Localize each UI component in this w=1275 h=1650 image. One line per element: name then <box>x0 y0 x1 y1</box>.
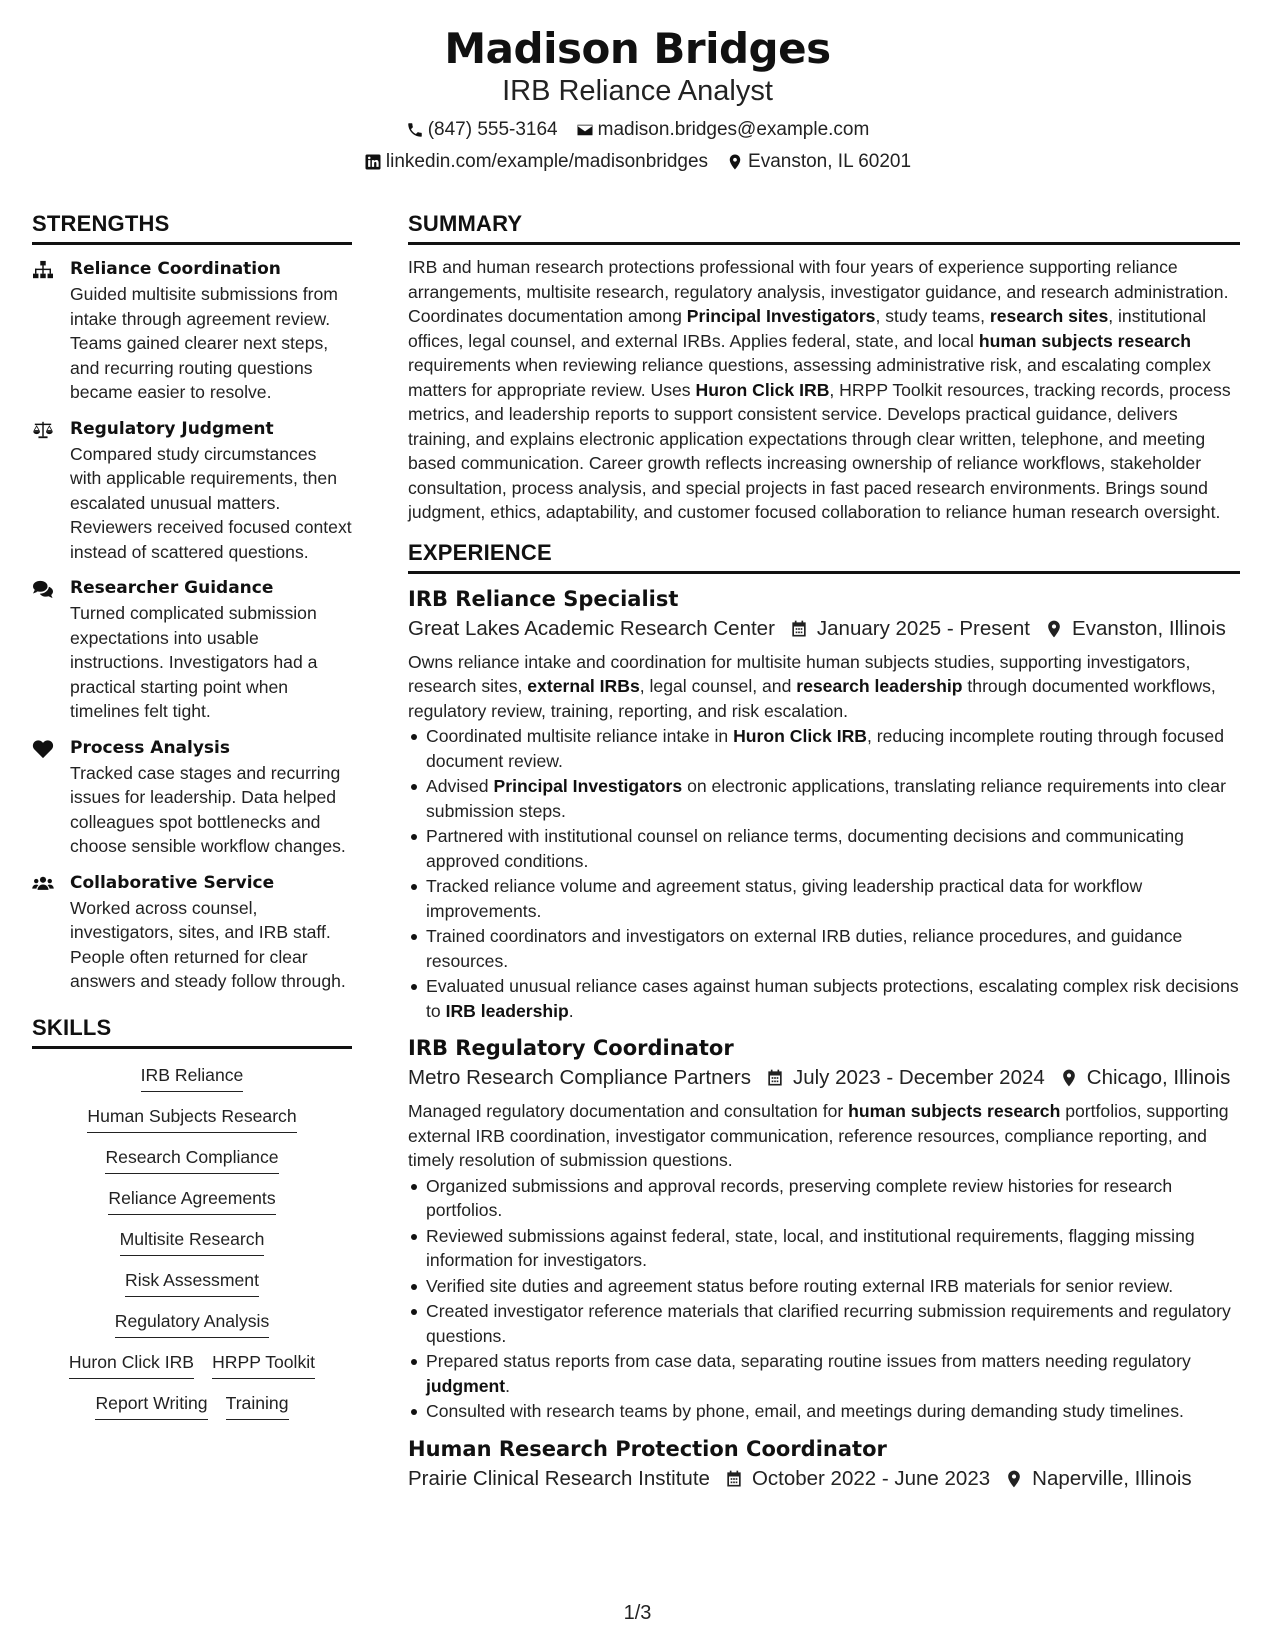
phone-icon <box>406 121 424 139</box>
job-bullets <box>408 1174 1240 1424</box>
job-bullet: Coordinated multisite reliance intake in Huron Click IRB, reducing incomplete routing through focused document review. <box>408 724 1240 773</box>
skill-tag: Reliance Agreements <box>108 1186 275 1215</box>
job-bullet: Tracked reliance volume and agreement status, giving leadership practical data for workflow improvements. <box>408 874 1240 923</box>
strength-desc: Turned complicated submission expectations into usable instructions. Investigators had a practical starting point when timelines felt tight. <box>70 603 318 721</box>
skills-list <box>32 1063 352 1420</box>
strength-desc: Guided multisite submissions from intake through agreement review. Teams gained clearer next steps, and recurring routing questions became easier to resolve. <box>70 284 338 402</box>
skill-row <box>141 1063 244 1092</box>
job-bullets <box>408 724 1240 1023</box>
job-description: Owns reliance intake and coordination for multisite human subjects studies, supporting investigators, research sites, external IRBs, legal counsel, and research leadership through documented workflows, regulatory review, training, reporting, and risk escalation. <box>408 651 1216 721</box>
skill-row <box>95 1391 288 1420</box>
comments-icon <box>32 579 54 599</box>
skill-tag: HRPP Toolkit <box>212 1350 315 1379</box>
job-title: IRB Regulatory Coordinator <box>408 1036 734 1060</box>
map-pin-icon <box>1044 619 1064 639</box>
skill-tag: Research Compliance <box>105 1145 278 1174</box>
job-meta <box>408 1063 1240 1093</box>
phone-number: (847) 555-3164 <box>427 119 558 140</box>
candidate-name: Madison Bridges <box>444 24 831 73</box>
job-company: Prairie Clinical Research Institute <box>408 1466 710 1490</box>
strength-title: Researcher Guidance <box>70 578 274 598</box>
job-location: Chicago, Illinois <box>1086 1066 1231 1089</box>
job-entry <box>408 1033 1240 1424</box>
job-bullet: Created investigator reference materials that clarified recurring submission requirements and regulatory questions. <box>408 1299 1240 1348</box>
job-location: Naperville, Illinois <box>1032 1466 1192 1490</box>
skill-row <box>69 1350 315 1379</box>
job-bullet: Reviewed submissions against federal, state, local, and institutional requirements, flagging missing information for investigators. <box>408 1224 1240 1273</box>
scale-icon <box>32 420 54 440</box>
calendar-icon <box>724 1469 744 1489</box>
resume-header <box>0 22 1275 174</box>
job-company: Metro Research Compliance Partners <box>408 1066 751 1089</box>
contact-row-1 <box>0 118 1275 142</box>
envelope-icon <box>576 121 594 139</box>
linkedin-icon <box>364 153 382 171</box>
skill-tag: Report Writing <box>95 1391 207 1420</box>
sitemap-icon <box>32 260 54 280</box>
linkedin-url[interactable]: linkedin.com/example/madisonbridges <box>385 151 709 172</box>
job-bullet: Organized submissions and approval records, preserving complete review histories for research portfolios. <box>408 1174 1240 1223</box>
job-meta <box>408 614 1240 644</box>
right-column <box>408 210 1240 1494</box>
candidate-title: IRB Reliance Analyst <box>502 75 773 107</box>
skills-heading: SKILLS <box>32 1014 352 1049</box>
location-contact <box>726 150 911 174</box>
linkedin-contact[interactable] <box>364 150 708 174</box>
job-list <box>408 584 1240 1494</box>
summary-heading: SUMMARY <box>408 210 1240 245</box>
skill-tag: IRB Reliance <box>141 1063 244 1092</box>
map-pin-icon <box>1004 1469 1024 1489</box>
contact-row-2 <box>0 150 1275 174</box>
strength-title: Collaborative Service <box>70 872 275 893</box>
job-description: Managed regulatory documentation and consultation for human subjects research portfolios, supporting external IRB coordination, investigator communication, reference resources, compliance reporting, and timely resolution of submission questions. <box>408 1101 1229 1170</box>
job-bullet: Verified site duties and agreement status before routing external IRB materials for senior review. <box>408 1274 1240 1299</box>
skills-section <box>32 1014 352 1420</box>
skill-tag: Risk Assessment <box>125 1268 259 1297</box>
strength-title: Process Analysis <box>70 737 230 758</box>
skill-tag: Multisite Research <box>120 1227 265 1256</box>
strength-title: Regulatory Judgment <box>70 418 274 439</box>
left-column <box>32 210 352 1420</box>
summary-text: IRB and human research protections professional with four years of experience supporting reliance arrangements, multisite research, regulatory analysis, investigator guidance, and research administration. Coordinates documentation among Principal Investigators, study teams, research sites, institutional offices, legal counsel, and external IRBs. Applies federal, state, and local human subjects research requirements when reviewing reliance questions, assessing administrative risk, and escalating complex matters for appropriate review. Uses Huron Click IRB, HRPP Toolkit resources, tracking records, process metrics, and leadership reports to support consistent service. Develops practical guidance, delivers training, and explains electronic application expectations through clear written, telephone, and meeting based communication. Career growth reflects increasing ownership of reliance workflows, stakeholder consultation, process analysis, and special projects in fast paced research environments. Brings sound judgment, ethics, adaptability, and customer focused collaboration to reliance human research oversight. <box>408 257 1231 522</box>
skill-row <box>105 1145 278 1174</box>
experience-section <box>408 539 1240 1494</box>
strength-title: Reliance Coordination <box>70 259 281 279</box>
strength-item <box>32 576 352 724</box>
job-title: IRB Reliance Specialist <box>408 586 679 611</box>
skill-row <box>125 1268 259 1297</box>
job-dates: October 2022 - June 2023 <box>751 1466 991 1490</box>
heart-icon <box>32 739 54 759</box>
map-pin-icon <box>1059 1068 1079 1088</box>
job-bullet: Consulted with research teams by phone, email, and meetings during demanding study timelines. <box>408 1399 1240 1424</box>
strength-desc: Worked across counsel, investigators, sites, and IRB staff. People often returned for clear answers and steady follow through. <box>70 897 346 991</box>
skill-tag: Human Subjects Research <box>87 1104 296 1133</box>
location-text: Evanston, IL 60201 <box>748 151 912 172</box>
strength-desc: Tracked case stages and recurring issues for leadership. Data helped colleagues spot bottlenecks and choose sensible workflow changes. <box>70 762 346 856</box>
experience-heading: EXPERIENCE <box>408 539 1240 574</box>
job-title: Human Research Protection Coordinator <box>408 1436 887 1461</box>
job-meta <box>408 1464 1240 1494</box>
skill-row <box>120 1227 265 1256</box>
users-icon <box>32 874 54 894</box>
strength-item <box>32 736 352 859</box>
map-pin-icon <box>726 153 744 171</box>
skill-tag: Training <box>226 1391 289 1420</box>
job-dates: January 2025 - Present <box>816 616 1031 640</box>
job-bullet: Partnered with institutional counsel on reliance terms, documenting decisions and communicating approved conditions. <box>408 824 1240 873</box>
job-company: Great Lakes Academic Research Center <box>408 616 775 640</box>
job-bullet: Trained coordinators and investigators on external IRB duties, reliance procedures, and guidance resources. <box>408 924 1240 973</box>
skill-row <box>115 1309 270 1338</box>
job-bullet: Advised Principal Investigators on electronic applications, translating reliance requirements into clear submission steps. <box>408 774 1240 823</box>
job-bullet: Evaluated unusual reliance cases against human subjects protections, escalating complex risk decisions to IRB leadership. <box>408 974 1240 1023</box>
job-entry <box>408 584 1240 1024</box>
skill-row <box>108 1186 275 1215</box>
job-entry <box>408 1434 1240 1494</box>
job-dates: July 2023 - December 2024 <box>792 1066 1045 1089</box>
page-number: 1/3 <box>623 1602 652 1624</box>
skill-tag: Regulatory Analysis <box>115 1309 270 1338</box>
calendar-icon <box>789 619 809 639</box>
job-location: Evanston, Illinois <box>1072 616 1226 640</box>
strength-desc: Compared study circumstances with applicable requirements, then escalated unusual matters. Reviewers received focused context instead of scattered questions. <box>70 443 352 562</box>
strength-item <box>32 257 352 405</box>
strengths-heading: STRENGTHS <box>32 210 352 245</box>
email-address[interactable]: madison.bridges@example.com <box>597 119 870 140</box>
skill-tag: Huron Click IRB <box>69 1350 194 1379</box>
strength-item <box>32 417 352 565</box>
strength-item <box>32 871 352 994</box>
job-bullet: Prepared status reports from case data, separating routine issues from matters needing regulatory judgment. <box>408 1349 1240 1398</box>
calendar-icon <box>765 1068 785 1088</box>
skill-row <box>87 1104 296 1133</box>
email-contact[interactable] <box>576 118 870 142</box>
phone-contact <box>406 118 558 142</box>
